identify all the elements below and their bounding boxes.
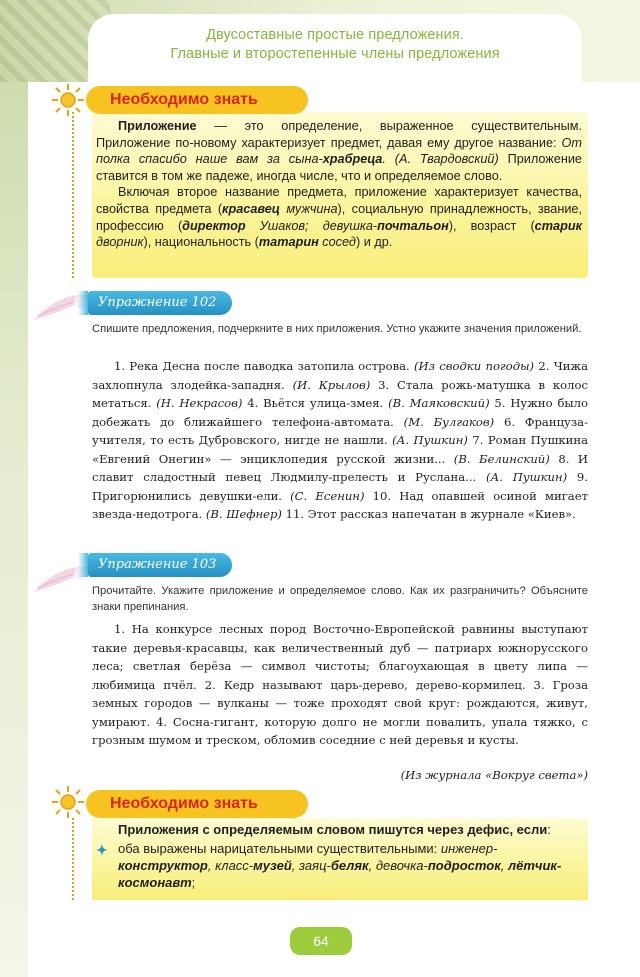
text-run: . (А. Твардовский) bbox=[382, 152, 499, 167]
text-run: конструктор bbox=[118, 858, 208, 873]
exercise-label-103: Упражнение 103 bbox=[88, 553, 232, 577]
text-run: (Из сводки погоды) bbox=[413, 359, 535, 373]
text-run: (В. Белинский) bbox=[453, 451, 550, 466]
page-number: 64 bbox=[290, 927, 352, 955]
text-run: , класс- bbox=[207, 858, 254, 873]
exercise-103-text bbox=[92, 620, 588, 750]
chapter-title-line2: Главные и второстепенные члены предложения bbox=[170, 46, 500, 62]
text-run: (М. Булгаков) bbox=[403, 414, 495, 429]
text-run: дворник bbox=[96, 235, 144, 250]
text-run: мужчина bbox=[280, 201, 338, 216]
text-run: , bbox=[500, 858, 509, 873]
chapter-title bbox=[88, 26, 582, 64]
text-run: ) и др. bbox=[355, 235, 393, 250]
exercise-102-paragraph bbox=[92, 357, 588, 524]
sun-icon bbox=[50, 784, 86, 820]
text-run: старик bbox=[534, 218, 582, 233]
text-run: 9. Пригорюнились девушки-ели. bbox=[92, 470, 588, 503]
text-run: подросток bbox=[427, 858, 501, 873]
text-run: татарин bbox=[258, 235, 319, 250]
text-run: (А. Пушкин) bbox=[392, 433, 468, 447]
text-run: 7. Роман Пушкина «Евгений Онегин» — энциклопедия русской жизни... bbox=[92, 433, 588, 466]
text-run: (В. Шефнер) bbox=[205, 507, 282, 521]
text-run: оба выражены нарицательными существительными: bbox=[118, 841, 441, 856]
text-run: беляк bbox=[330, 858, 369, 873]
rule-heading-text: Приложения с определяемым словом пишутся через дефис, если bbox=[118, 822, 548, 837]
text-run: 3. Стала рожь-матушка в колос метаться. bbox=[92, 377, 588, 410]
bullet-diamond-icon: ✦ bbox=[96, 842, 108, 858]
text-run: (С. Есенин) bbox=[290, 488, 365, 503]
info-label-1: Необходимо знать bbox=[86, 86, 308, 114]
text-run: музей bbox=[253, 858, 292, 873]
text-run: инженер- bbox=[440, 841, 498, 856]
info-paragraph-2 bbox=[96, 184, 582, 250]
text-run: ; bbox=[191, 875, 196, 890]
text-run: сосед bbox=[318, 235, 356, 250]
exercise-103-source: (Из журнала «Вокруг света») bbox=[400, 768, 588, 782]
text-run: ), социальную принадлежность, звание, профессию ( bbox=[96, 201, 582, 233]
text-run: храбреца bbox=[322, 152, 383, 167]
rule-heading-colon: : bbox=[547, 822, 551, 837]
text-run: 8. И славит сладостный певец Людмилу-прелесть и Руслана... bbox=[92, 451, 589, 484]
text-run: , девочка- bbox=[368, 858, 428, 873]
text-run: ), возраст ( bbox=[448, 218, 535, 233]
text-run: (И. Крылов) bbox=[292, 377, 371, 392]
text-run: (А. Пушкин) bbox=[486, 470, 568, 484]
chapter-title-line1: Двусоставные простые предложения. bbox=[206, 27, 464, 43]
exercise-103-paragraph: 1. На конкурсе лесных пород Восточно-Европейской равнины выступают такие деревья-красавцы, как величественный дуб — патриарх южнорусского леса; светлая берёза — символ чистоты; благоухающая в цвету липа — любимица пчёл. 2. Кедр называют царь-дерево, дерево-кормилец. 3. Гроза земных городов — вулканы — тоже проходят свой круг: рождаются, живут, умирают. 4. Сосна-гигант, которую долго не могли повалить, упала тяжко, с грозным шумом и треском, обломив соседние с ней деревья и кусты. bbox=[92, 622, 588, 747]
text-run: 5. Нужно было добежать до ближайшего телефона-автомата. bbox=[92, 396, 589, 429]
exercise-label-102: Упражнение 102 bbox=[88, 291, 232, 315]
text-run: 11. Этот рассказ напечатан в журнале «Киев». bbox=[281, 507, 576, 521]
text-run: Приложение bbox=[118, 119, 197, 133]
text-run: Ушаков; девушка- bbox=[245, 218, 378, 233]
text-run: Включая второе название предмета, приложение характеризует качества, свойства предмета ( bbox=[96, 185, 582, 216]
left-decorative-stripe bbox=[0, 82, 28, 977]
text-run: 10. Над опавшей осиной мигает звезда-недотрога. bbox=[92, 488, 588, 521]
text-run: От полка спасибо наше вам за сына- bbox=[96, 135, 582, 167]
text-run: — это определение, выраженное существительным. Приложение по-новому характеризует предмет, давая ему другое название: bbox=[96, 119, 582, 150]
info-text-1 bbox=[96, 118, 582, 251]
text-run: , заяц- bbox=[291, 858, 331, 873]
exercise-102-task: Спишите предложения, подчеркните в них приложения. Устно укажите значения приложений. bbox=[92, 323, 582, 335]
text-run: 6. Француза-учителя, то есть Дубровского, нигде не нашли. bbox=[92, 414, 588, 447]
exercise-102-text bbox=[92, 357, 588, 524]
info-label-2: Необходимо знать bbox=[86, 790, 308, 818]
text-run: (В. Маяковский) bbox=[388, 396, 490, 410]
exercise-103-task: Прочитайте. Укажите приложение и определяемое слово. Как их разграничить? Объясните знаки препинания. bbox=[92, 585, 588, 613]
text-run: ), национальность ( bbox=[143, 235, 259, 250]
sun-icon bbox=[50, 82, 86, 118]
text-run: 4. Вьётся улица-змея. bbox=[242, 396, 389, 410]
rule-heading bbox=[118, 822, 551, 837]
text-run: (Н. Некрасов) bbox=[156, 396, 243, 410]
text-run: почтальон bbox=[377, 218, 449, 233]
text-run: 1. Река Десна после паводка затопила острова. bbox=[114, 359, 414, 373]
text-run: Приложение ставится в том же падеже, иногда числе, что и определяемое слово. bbox=[96, 152, 582, 183]
text-run: директор bbox=[182, 218, 246, 233]
info-paragraph-1 bbox=[96, 118, 582, 184]
text-run: 2. Чижа захлопнула злодейка-западня. bbox=[92, 359, 589, 392]
text-run: лётчик-космонавт bbox=[118, 858, 562, 890]
rule-list-item bbox=[118, 840, 584, 891]
text-run: красавец bbox=[222, 201, 280, 216]
